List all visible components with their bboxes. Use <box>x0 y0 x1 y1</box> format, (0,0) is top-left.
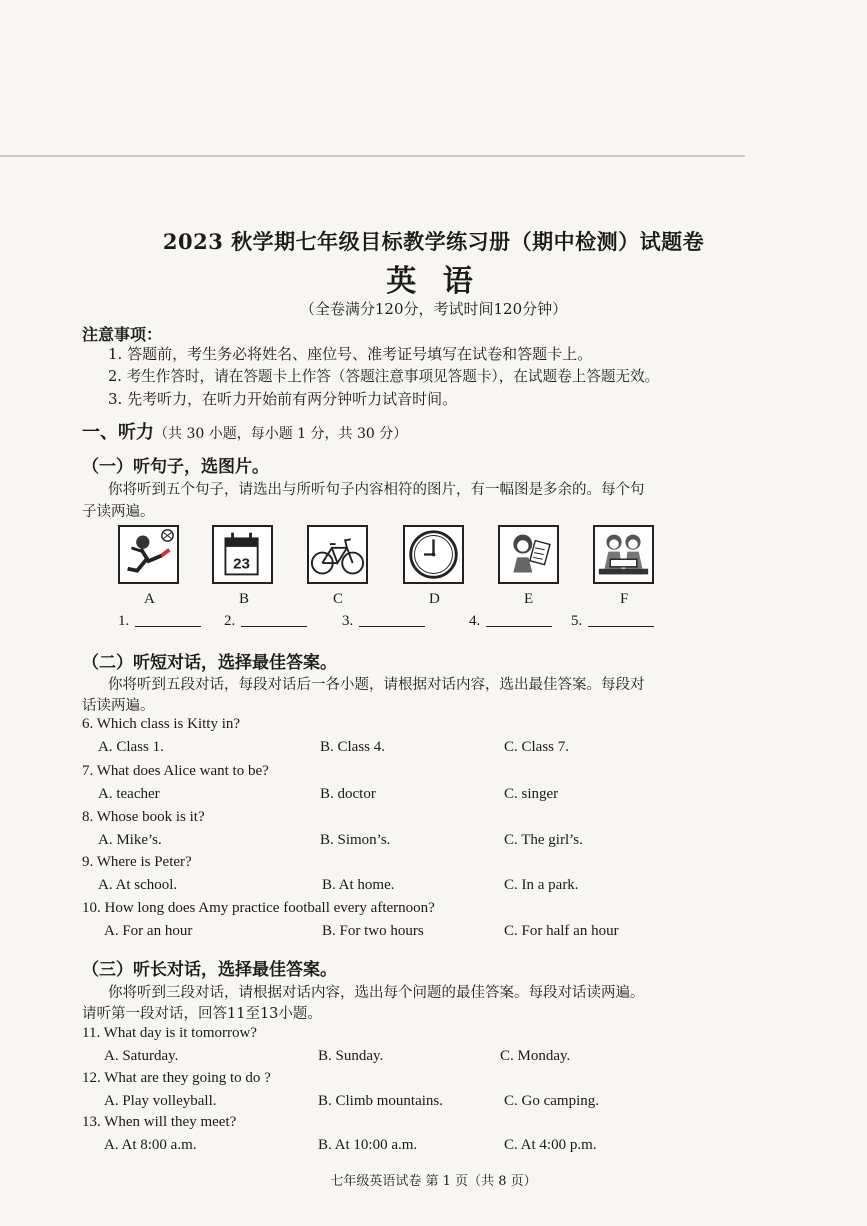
calendar-icon <box>214 527 271 582</box>
answer-number: 5. <box>571 613 583 629</box>
part3-instruction: 你将听到三段对话，请根据对话内容，选出每个问题的最佳答案。每段对话读两遍。 <box>108 985 645 1001</box>
page-footer: 七年级英语试卷 第 1 页（共 8 页） <box>330 1174 537 1189</box>
option-c: C. Class 7. <box>504 739 570 755</box>
answer-number: 2. <box>224 613 236 629</box>
option-a: A. Saturday. <box>104 1048 179 1064</box>
picture-label: B <box>239 591 250 607</box>
option-b: B. doctor <box>320 786 376 802</box>
picture-label: E <box>524 591 534 607</box>
girl-reading-icon <box>500 527 557 582</box>
answer-number: 1. <box>118 613 130 629</box>
svg-text:23: 23 <box>233 555 250 573</box>
picture-c <box>307 525 368 584</box>
note-item: 2. 考生作答时，请在答题卡上作答（答题注意事项见答题卡），在试题卷上答题无效。 <box>108 368 660 385</box>
part1-instruction-cont: 子读两遍。 <box>82 504 155 520</box>
picture-label: C <box>333 591 344 607</box>
section-detail: （共 30 小题，每小题 1 分，共 30 分） <box>154 426 408 442</box>
question-6: 6. Which class is Kitty in? <box>82 716 241 732</box>
answer-blank-2 <box>224 613 307 630</box>
question-9: 9. Where is Peter? <box>82 854 192 870</box>
answer-number: 4. <box>469 613 481 629</box>
option-b: B. Sunday. <box>318 1048 384 1064</box>
picture-e <box>498 525 559 584</box>
subject-title: 英 语 <box>386 264 481 299</box>
answer-line <box>359 626 425 627</box>
picture-label: D <box>429 591 440 607</box>
question-13: 13. When will they meet? <box>82 1114 237 1130</box>
option-b: B. Climb mountains. <box>318 1093 444 1109</box>
option-a: A. teacher <box>98 786 160 802</box>
picture-f <box>593 525 654 584</box>
part3-instruction-cont: 请听第一段对话，回答11至13小题。 <box>82 1006 322 1022</box>
notes-heading: 注意事项： <box>82 325 163 344</box>
option-b: B. At 10:00 a.m. <box>318 1137 418 1153</box>
answer-blank-1 <box>118 613 201 630</box>
bicycle-icon <box>309 527 366 582</box>
kids-reading-icon <box>595 527 652 582</box>
section-title: 一、听力 <box>82 422 154 443</box>
option-c: C. In a park. <box>504 877 579 893</box>
option-c: C. At 4:00 p.m. <box>504 1137 597 1153</box>
option-c: C. singer <box>504 786 559 802</box>
option-b: B. For two hours <box>322 923 424 939</box>
option-c: C. Go camping. <box>504 1093 599 1109</box>
soccer-player-icon <box>120 527 177 582</box>
answer-line <box>241 626 307 627</box>
answer-blank-4 <box>469 613 552 630</box>
option-c: C. Monday. <box>500 1048 571 1064</box>
score-note: （全卷满分120分，考试时间120分钟） <box>299 300 568 318</box>
question-10: 10. How long does Amy practice football every afternoon? <box>82 900 435 916</box>
clock-icon <box>405 527 462 582</box>
exam-title: 2023 秋学期七年级目标教学练习册（期中检测）试题卷 <box>162 229 705 254</box>
option-b: B. Class 4. <box>320 739 386 755</box>
picture-a <box>118 525 179 584</box>
answer-line <box>588 626 654 627</box>
note-item: 3. 先考听力，在听力开始前有两分钟听力试音时间。 <box>108 390 458 408</box>
answer-number: 3. <box>342 613 354 629</box>
part2-title: （二）听短对话，选择最佳答案。 <box>82 653 337 673</box>
answer-line <box>486 626 552 627</box>
part2-instruction-cont: 话读两遍。 <box>82 698 155 714</box>
option-a: A. Mike’s. <box>98 832 162 848</box>
question-7: 7. What does Alice want to be? <box>82 763 269 779</box>
answer-blank-3 <box>342 613 425 630</box>
question-12: 12. What are they going to do ? <box>82 1070 271 1086</box>
question-11: 11. What day is it tomorrow? <box>82 1025 257 1041</box>
option-a: A. Play volleyball. <box>104 1093 217 1109</box>
option-b: B. Simon’s. <box>320 832 391 848</box>
answer-line <box>135 626 201 627</box>
question-8: 8. Whose book is it? <box>82 809 205 825</box>
option-a: A. Class 1. <box>98 739 164 755</box>
option-a: A. At 8:00 a.m. <box>104 1137 197 1153</box>
option-b: B. At home. <box>322 877 395 893</box>
picture-label: A <box>144 591 155 607</box>
part1-title: （一）听句子，选图片。 <box>82 457 269 477</box>
note-item: 1. 答题前，考生务必将姓名、座位号、准考证号填写在试卷和答题卡上。 <box>108 345 593 363</box>
picture-d <box>403 525 464 584</box>
option-c: C. For half an hour <box>504 923 619 939</box>
option-c: C. The girl’s. <box>504 832 583 848</box>
picture-label: F <box>620 591 629 607</box>
option-a: A. At school. <box>98 877 178 893</box>
top-rule <box>0 155 745 157</box>
part1-instruction: 你将听到五个句子，请选出与所听句子内容相符的图片，有一幅图是多余的。每个句 <box>108 482 645 498</box>
picture-b <box>212 525 273 584</box>
answer-blank-5 <box>571 613 654 630</box>
option-a: A. For an hour <box>104 923 193 939</box>
part2-instruction: 你将听到五段对话，每段对话后一各小题，请根据对话内容，选出最佳答案。每段对 <box>108 677 645 693</box>
section-heading <box>82 418 407 444</box>
part3-title: （三）听长对话，选择最佳答案。 <box>82 960 337 980</box>
